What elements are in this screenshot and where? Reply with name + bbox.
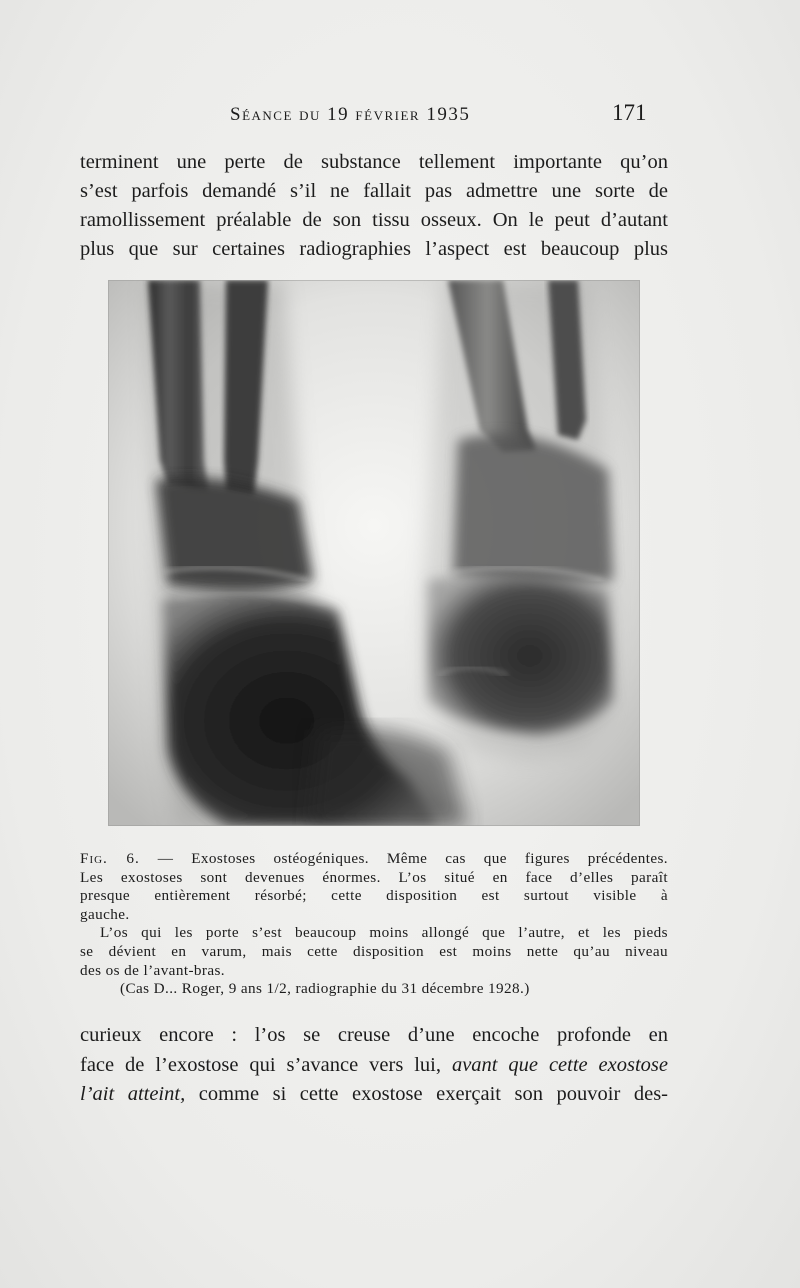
caption-line: [80, 850, 668, 869]
text-line: s’est parfois demandé s’il ne fallait pas admettre une sorte de: [80, 180, 668, 202]
text-line: ramollissement préalable de son tissu osseux. On le peut d’autant: [80, 209, 668, 231]
caption-line: presque entièrement résorbé; cette disposition est surtout visible à: [80, 887, 668, 905]
caption-line: L’os qui les porte s’est beaucoup moins allongé que l’autre, et les pieds: [100, 924, 668, 942]
caption-line: Les exostoses sont devenues énormes. L’os situé en face d’elles paraît: [80, 868, 668, 886]
caption-line: (Cas D... Roger, 9 ans 1/2, radiographie du 31 décembre 1928.): [120, 980, 530, 998]
page-number: 171: [612, 100, 647, 125]
figure-caption: [80, 850, 668, 999]
italic-segment: avant que cette exostose: [451, 1053, 669, 1076]
caption-text: — Exostoses ostéogéniques. Même cas que figures précédentes.: [157, 850, 668, 867]
text-line: terminent une perte de substance tellement importante qu’on: [80, 151, 668, 173]
text-line: [80, 1080, 668, 1110]
paragraph-bottom: [80, 1021, 668, 1110]
text-segment: comme si cette exostose exerçait son pouvoir des-: [198, 1083, 668, 1105]
paragraph-top: [80, 148, 668, 264]
radiograph-image: [108, 280, 640, 826]
radiograph-figure: [108, 280, 640, 826]
running-head: Séance du 19 février 1935: [230, 104, 471, 125]
text-segment: face de l’exostose qui s’avance vers lui,: [80, 1053, 441, 1076]
caption-label: Fig. 6.: [80, 850, 140, 867]
caption-line: gauche.: [80, 905, 130, 923]
text-line: [80, 1051, 668, 1081]
italic-segment: l’ait atteint,: [80, 1083, 186, 1105]
caption-line: se dévient en varum, mais cette disposition est moins nette qu’au niveau: [80, 942, 668, 960]
caption-line: des os de l’avant-bras.: [80, 961, 225, 979]
text-line: plus que sur certaines radiographies l’aspect est beaucoup plus: [80, 238, 668, 260]
text-line: curieux encore : l’os se creuse d’une encoche profonde en: [80, 1024, 668, 1046]
